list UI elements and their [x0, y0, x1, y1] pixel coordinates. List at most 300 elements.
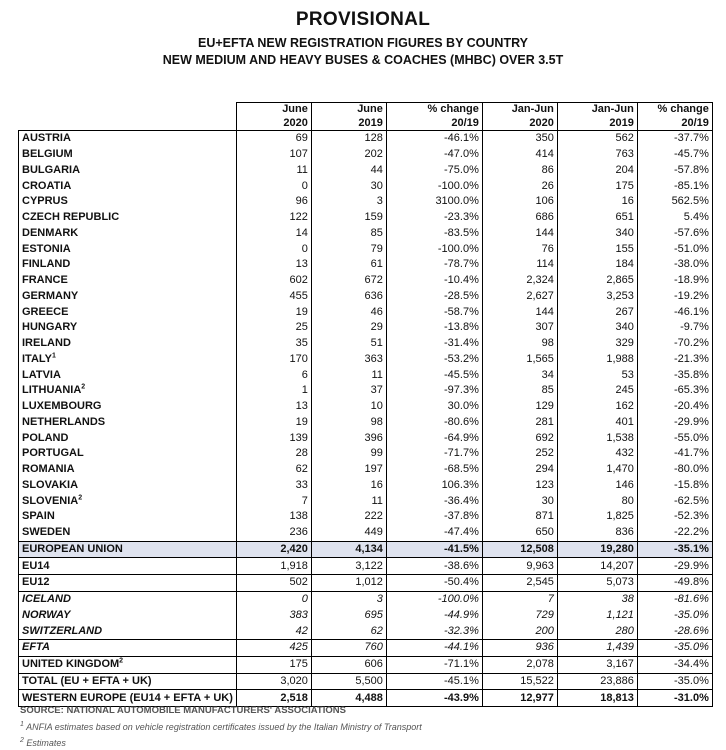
source-note: SOURCE: NATIONAL AUTOMOBILE MANUFACTURERS' ASSOCIATIONS: [20, 705, 346, 716]
cell-value: 562: [557, 131, 637, 147]
cell-value: -28.5%: [386, 289, 482, 305]
cell-value: 13: [236, 257, 311, 273]
cell-value: -80.0%: [637, 462, 712, 478]
cell-value: -13.8%: [386, 320, 482, 336]
table-row: [19, 690, 713, 707]
table-row: [19, 210, 713, 226]
cell-value: 729: [482, 608, 557, 624]
cell-value: 14,207: [557, 558, 637, 575]
cell-value: 3,253: [557, 289, 637, 305]
cell-value: 106.3%: [386, 478, 482, 494]
row-label: CZECH REPUBLIC: [19, 210, 237, 226]
cell-value: -85.1%: [637, 178, 712, 194]
row-label: WESTERN EUROPE (EU14 + EFTA + UK): [19, 690, 237, 707]
cell-value: 122: [236, 210, 311, 226]
column-header-top: % change: [637, 103, 712, 117]
cell-value: 307: [482, 320, 557, 336]
cell-value: 1,439: [557, 640, 637, 657]
cell-value: 414: [482, 147, 557, 163]
cell-value: 86: [482, 163, 557, 179]
column-header-top: % change: [386, 103, 482, 117]
cell-value: -71.1%: [386, 656, 482, 673]
table-row: [19, 352, 713, 368]
table-row: [19, 623, 713, 639]
cell-value: 170: [236, 352, 311, 368]
cell-value: 363: [311, 352, 386, 368]
cell-value: 2,627: [482, 289, 557, 305]
table-row: [19, 383, 713, 399]
cell-value: -47.0%: [386, 147, 482, 163]
cell-value: 30: [482, 493, 557, 509]
cell-value: -57.6%: [637, 226, 712, 242]
summary-rows: [19, 541, 713, 707]
table-row: [19, 541, 713, 558]
cell-value: 13: [236, 399, 311, 415]
cell-value: 12,977: [482, 690, 557, 707]
cell-value: -23.3%: [386, 210, 482, 226]
cell-value: 69: [236, 131, 311, 147]
cell-value: 11: [236, 163, 311, 179]
row-label: ESTONIA: [19, 241, 237, 257]
cell-value: 836: [557, 525, 637, 541]
cell-value: 2,324: [482, 273, 557, 289]
cell-value: 651: [557, 210, 637, 226]
cell-value: 146: [557, 478, 637, 494]
row-label: ROMANIA: [19, 462, 237, 478]
cell-value: 202: [311, 147, 386, 163]
table-row: [19, 147, 713, 163]
cell-value: -70.2%: [637, 336, 712, 352]
cell-value: 2,420: [236, 541, 311, 558]
cell-value: 106: [482, 194, 557, 210]
cell-value: 9,963: [482, 558, 557, 575]
cell-value: 11: [311, 367, 386, 383]
cell-value: -68.5%: [386, 462, 482, 478]
cell-value: 44: [311, 163, 386, 179]
row-label: GREECE: [19, 304, 237, 320]
column-header-bottom: 2019: [557, 117, 637, 131]
cell-value: 98: [311, 415, 386, 431]
table-row: [19, 367, 713, 383]
cell-value: -15.8%: [637, 478, 712, 494]
cell-value: 30: [311, 178, 386, 194]
country-rows: [19, 131, 713, 542]
cell-value: 26: [482, 178, 557, 194]
cell-value: 281: [482, 415, 557, 431]
cell-value: 396: [311, 430, 386, 446]
cell-value: 61: [311, 257, 386, 273]
cell-value: 329: [557, 336, 637, 352]
cell-value: 175: [236, 656, 311, 673]
cell-value: -35.0%: [637, 640, 712, 657]
cell-value: 197: [311, 462, 386, 478]
column-header-bottom: 20/19: [637, 117, 712, 131]
cell-value: 19: [236, 304, 311, 320]
cell-value: 650: [482, 525, 557, 541]
column-header-bottom: 2020: [482, 117, 557, 131]
cell-value: -29.9%: [637, 558, 712, 575]
cell-value: 128: [311, 131, 386, 147]
cell-value: 99: [311, 446, 386, 462]
cell-value: 3,122: [311, 558, 386, 575]
cell-value: 280: [557, 623, 637, 639]
cell-value: -35.8%: [637, 367, 712, 383]
cell-value: 763: [557, 147, 637, 163]
cell-value: 62: [236, 462, 311, 478]
column-header-top: June: [236, 103, 311, 117]
cell-value: 1,121: [557, 608, 637, 624]
cell-value: 672: [311, 273, 386, 289]
cell-value: 96: [236, 194, 311, 210]
table-row: [19, 493, 713, 509]
cell-value: -100.0%: [386, 178, 482, 194]
cell-value: 33: [236, 478, 311, 494]
table-row: [19, 131, 713, 147]
row-label: TOTAL (EU + EFTA + UK): [19, 673, 237, 690]
cell-value: 12,508: [482, 541, 557, 558]
subtitle-vehicle-type: NEW MEDIUM AND HEAVY BUSES & COACHES (MHBC) OVER 3.5T: [162, 53, 564, 67]
table-row: [19, 478, 713, 494]
cell-value: -46.1%: [637, 304, 712, 320]
cell-value: 1,988: [557, 352, 637, 368]
cell-value: -100.0%: [386, 241, 482, 257]
cell-value: 294: [482, 462, 557, 478]
cell-value: 245: [557, 383, 637, 399]
cell-value: 3: [311, 591, 386, 607]
row-label: LITHUANIA$^2$: [19, 383, 237, 399]
cell-value: -10.4%: [386, 273, 482, 289]
cell-value: 455: [236, 289, 311, 305]
column-header-bottom: 2020: [236, 117, 311, 131]
cell-value: 222: [311, 509, 386, 525]
table-row: [19, 446, 713, 462]
cell-value: -50.4%: [386, 575, 482, 592]
cell-value: -45.5%: [386, 367, 482, 383]
cell-value: -64.9%: [386, 430, 482, 446]
cell-value: 10: [311, 399, 386, 415]
cell-value: -97.3%: [386, 383, 482, 399]
cell-value: 204: [557, 163, 637, 179]
cell-value: 139: [236, 430, 311, 446]
cell-value: 636: [311, 289, 386, 305]
row-label: EFTA: [19, 640, 237, 657]
row-label: FINLAND: [19, 257, 237, 273]
cell-value: 401: [557, 415, 637, 431]
cell-value: 123: [482, 478, 557, 494]
cell-value: -9.7%: [637, 320, 712, 336]
cell-value: 7: [236, 493, 311, 509]
table-header: [19, 103, 713, 131]
row-label: NORWAY: [19, 608, 237, 624]
cell-value: 1,012: [311, 575, 386, 592]
table-row: [19, 336, 713, 352]
cell-value: 35: [236, 336, 311, 352]
cell-value: 42: [236, 623, 311, 639]
cell-value: -75.0%: [386, 163, 482, 179]
cell-value: 98: [482, 336, 557, 352]
cell-value: 11: [311, 493, 386, 509]
cell-value: 3100.0%: [386, 194, 482, 210]
cell-value: 34: [482, 367, 557, 383]
table-row: [19, 656, 713, 673]
cell-value: 85: [311, 226, 386, 242]
cell-value: 25: [236, 320, 311, 336]
cell-value: 144: [482, 304, 557, 320]
cell-value: -32.3%: [386, 623, 482, 639]
cell-value: -57.8%: [637, 163, 712, 179]
cell-value: -38.0%: [637, 257, 712, 273]
cell-value: 502: [236, 575, 311, 592]
cell-value: -28.6%: [637, 623, 712, 639]
footnote-1: $^1$ ANFIA estimates based on vehicle registration certificates issued by the Italian Ministry of Transport: [20, 721, 422, 732]
cell-value: 267: [557, 304, 637, 320]
cell-value: 62: [311, 623, 386, 639]
row-label: ITALY$^1$: [19, 352, 237, 368]
row-label: PORTUGAL: [19, 446, 237, 462]
cell-value: 144: [482, 226, 557, 242]
column-header-bottom: 2019: [311, 117, 386, 131]
cell-value: -80.6%: [386, 415, 482, 431]
row-label: CROATIA: [19, 178, 237, 194]
table-row: [19, 608, 713, 624]
page-title: PROVISIONAL: [295, 9, 431, 30]
cell-value: 1,825: [557, 509, 637, 525]
cell-value: 340: [557, 226, 637, 242]
cell-value: 30.0%: [386, 399, 482, 415]
cell-value: 760: [311, 640, 386, 657]
cell-value: 23,886: [557, 673, 637, 690]
cell-value: -49.8%: [637, 575, 712, 592]
cell-value: 1,565: [482, 352, 557, 368]
cell-value: 425: [236, 640, 311, 657]
cell-value: 1,918: [236, 558, 311, 575]
cell-value: 350: [482, 131, 557, 147]
table-row: [19, 462, 713, 478]
table-row: [19, 591, 713, 607]
table-row: [19, 304, 713, 320]
cell-value: -45.1%: [386, 673, 482, 690]
cell-value: -52.3%: [637, 509, 712, 525]
row-label: BULGARIA: [19, 163, 237, 179]
cell-value: 686: [482, 210, 557, 226]
table-row: [19, 525, 713, 541]
cell-value: 29: [311, 320, 386, 336]
cell-value: -37.7%: [637, 131, 712, 147]
cell-value: 184: [557, 257, 637, 273]
cell-value: 0: [236, 241, 311, 257]
row-label: POLAND: [19, 430, 237, 446]
cell-value: 602: [236, 273, 311, 289]
cell-value: 76: [482, 241, 557, 257]
table-row: [19, 289, 713, 305]
cell-value: 252: [482, 446, 557, 462]
cell-value: 2,545: [482, 575, 557, 592]
table-row: [19, 241, 713, 257]
cell-value: 46: [311, 304, 386, 320]
cell-value: 38: [557, 591, 637, 607]
cell-value: 562.5%: [637, 194, 712, 210]
row-label: CYPRUS: [19, 194, 237, 210]
cell-value: 4,488: [311, 690, 386, 707]
cell-value: 200: [482, 623, 557, 639]
header-blank: [19, 117, 237, 131]
cell-value: 236: [236, 525, 311, 541]
cell-value: 37: [311, 383, 386, 399]
table-row: [19, 273, 713, 289]
cell-value: 3,020: [236, 673, 311, 690]
table-row: [19, 320, 713, 336]
cell-value: 432: [557, 446, 637, 462]
cell-value: -45.7%: [637, 147, 712, 163]
column-header-top: June: [311, 103, 386, 117]
table-row: [19, 673, 713, 690]
cell-value: -20.4%: [637, 399, 712, 415]
cell-value: 7: [482, 591, 557, 607]
table-row: [19, 558, 713, 575]
cell-value: -58.7%: [386, 304, 482, 320]
cell-value: 606: [311, 656, 386, 673]
column-header-top: Jan-Jun: [482, 103, 557, 117]
cell-value: 692: [482, 430, 557, 446]
cell-value: -37.8%: [386, 509, 482, 525]
cell-value: 1: [236, 383, 311, 399]
table-row: [19, 178, 713, 194]
cell-value: 129: [482, 399, 557, 415]
row-label: ICELAND: [19, 591, 237, 607]
cell-value: -53.2%: [386, 352, 482, 368]
cell-value: 18,813: [557, 690, 637, 707]
cell-value: 3: [311, 194, 386, 210]
cell-value: 6: [236, 367, 311, 383]
cell-value: -46.1%: [386, 131, 482, 147]
row-label: GERMANY: [19, 289, 237, 305]
cell-value: 19,280: [557, 541, 637, 558]
cell-value: -100.0%: [386, 591, 482, 607]
cell-value: 14: [236, 226, 311, 242]
cell-value: 449: [311, 525, 386, 541]
table-row: [19, 399, 713, 415]
cell-value: -36.4%: [386, 493, 482, 509]
cell-value: 138: [236, 509, 311, 525]
cell-value: 85: [482, 383, 557, 399]
row-label: SPAIN: [19, 509, 237, 525]
cell-value: 159: [311, 210, 386, 226]
cell-value: 2,865: [557, 273, 637, 289]
row-label: SLOVENIA$^2$: [19, 493, 237, 509]
cell-value: 383: [236, 608, 311, 624]
cell-value: -43.9%: [386, 690, 482, 707]
cell-value: -65.3%: [637, 383, 712, 399]
table-row: [19, 257, 713, 273]
cell-value: -55.0%: [637, 430, 712, 446]
row-label: SWITZERLAND: [19, 623, 237, 639]
cell-value: 162: [557, 399, 637, 415]
cell-value: -31.4%: [386, 336, 482, 352]
row-label: UNITED KINGDOM$^2$: [19, 656, 237, 673]
cell-value: 2,518: [236, 690, 311, 707]
cell-value: 0: [236, 178, 311, 194]
row-label: LUXEMBOURG: [19, 399, 237, 415]
row-label: NETHERLANDS: [19, 415, 237, 431]
cell-value: 5,500: [311, 673, 386, 690]
cell-value: -71.7%: [386, 446, 482, 462]
row-label: BELGIUM: [19, 147, 237, 163]
cell-value: -35.1%: [637, 541, 712, 558]
row-label: SLOVAKIA: [19, 478, 237, 494]
row-label: EU14: [19, 558, 237, 575]
row-label: DENMARK: [19, 226, 237, 242]
cell-value: -44.1%: [386, 640, 482, 657]
cell-value: 15,522: [482, 673, 557, 690]
cell-value: -47.4%: [386, 525, 482, 541]
cell-value: -31.0%: [637, 690, 712, 707]
subtitle-region: EU+EFTA NEW REGISTRATION FIGURES BY COUNTRY: [198, 36, 528, 50]
cell-value: -41.5%: [386, 541, 482, 558]
cell-value: 79: [311, 241, 386, 257]
table-row: [19, 415, 713, 431]
footnote-2: $^2$ Estimates: [20, 737, 66, 748]
cell-value: 28: [236, 446, 311, 462]
cell-value: 1,538: [557, 430, 637, 446]
cell-value: 114: [482, 257, 557, 273]
cell-value: -78.7%: [386, 257, 482, 273]
cell-value: 5,073: [557, 575, 637, 592]
cell-value: 16: [557, 194, 637, 210]
table-row: [19, 640, 713, 657]
cell-value: 19: [236, 415, 311, 431]
table-row: [19, 509, 713, 525]
cell-value: -22.2%: [637, 525, 712, 541]
row-label: IRELAND: [19, 336, 237, 352]
cell-value: 4,134: [311, 541, 386, 558]
cell-value: -51.0%: [637, 241, 712, 257]
cell-value: 0: [236, 591, 311, 607]
cell-value: 695: [311, 608, 386, 624]
row-label: AUSTRIA: [19, 131, 237, 147]
cell-value: -29.9%: [637, 415, 712, 431]
cell-value: -62.5%: [637, 493, 712, 509]
cell-value: 107: [236, 147, 311, 163]
cell-value: -21.3%: [637, 352, 712, 368]
cell-value: 5.4%: [637, 210, 712, 226]
cell-value: -44.9%: [386, 608, 482, 624]
cell-value: 871: [482, 509, 557, 525]
cell-value: 936: [482, 640, 557, 657]
cell-value: 53: [557, 367, 637, 383]
cell-value: -35.0%: [637, 608, 712, 624]
cell-value: -81.6%: [637, 591, 712, 607]
cell-value: 3,167: [557, 656, 637, 673]
table-row: [19, 430, 713, 446]
cell-value: -19.2%: [637, 289, 712, 305]
row-label: FRANCE: [19, 273, 237, 289]
row-label: SWEDEN: [19, 525, 237, 541]
cell-value: -34.4%: [637, 656, 712, 673]
table-row: [19, 194, 713, 210]
row-label: HUNGARY: [19, 320, 237, 336]
column-header-top: Jan-Jun: [557, 103, 637, 117]
cell-value: 2,078: [482, 656, 557, 673]
cell-value: 51: [311, 336, 386, 352]
column-header-bottom: 20/19: [386, 117, 482, 131]
cell-value: 155: [557, 241, 637, 257]
cell-value: -35.0%: [637, 673, 712, 690]
cell-value: 175: [557, 178, 637, 194]
cell-value: 1,470: [557, 462, 637, 478]
cell-value: -18.9%: [637, 273, 712, 289]
table-row: [19, 226, 713, 242]
cell-value: -41.7%: [637, 446, 712, 462]
